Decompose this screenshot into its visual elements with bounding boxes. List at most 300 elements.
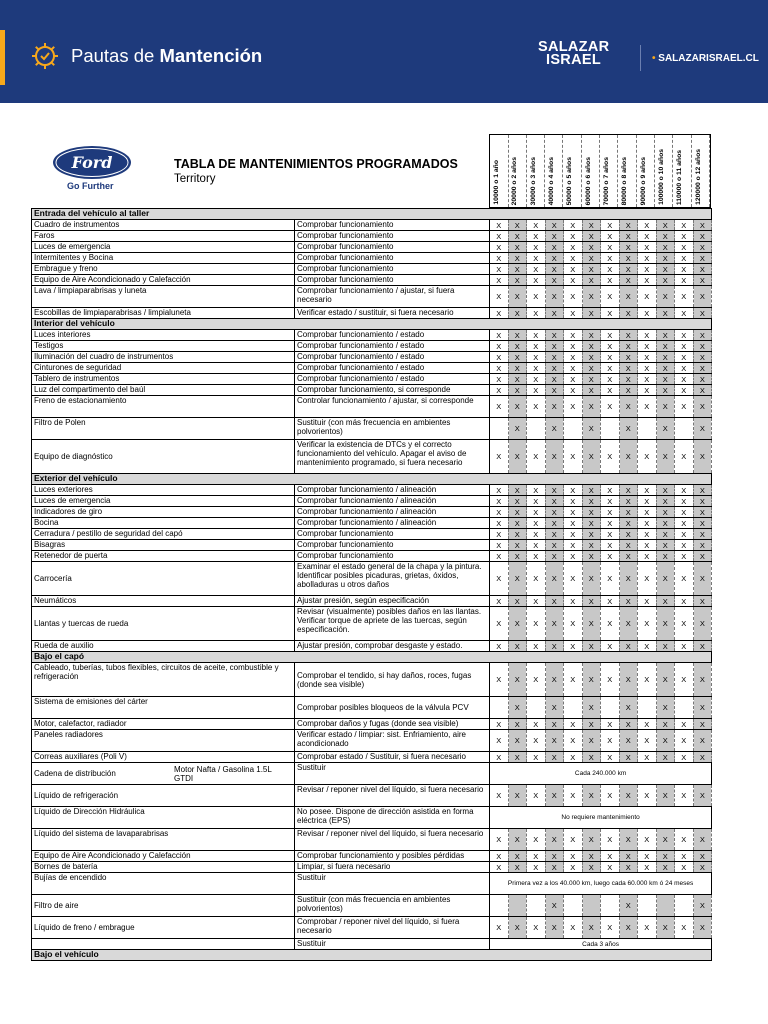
interval-mark: X (564, 719, 583, 730)
interval-mark: X (545, 275, 564, 286)
interval-mark: X (693, 485, 712, 496)
action-cell: Comprobar funcionamiento (295, 540, 490, 551)
interval-mark: X (601, 396, 620, 418)
interval-mark: X (656, 418, 675, 440)
section-header (32, 474, 712, 485)
interval-mark: X (693, 730, 712, 752)
interval-mark: X (564, 496, 583, 507)
interval-mark: X (601, 829, 620, 851)
action-cell: Comprobar funcionamiento / alineación (295, 496, 490, 507)
item-label: Cadena de distribución (34, 769, 116, 778)
interval-mark: X (564, 641, 583, 652)
interval-mark: X (508, 242, 527, 253)
interval-mark: X (508, 551, 527, 562)
interval-mark: X (675, 286, 694, 308)
interval-mark (601, 697, 620, 719)
ford-logo (52, 145, 132, 180)
interval-mark: X (490, 385, 509, 396)
table-row (32, 785, 712, 807)
table-row (32, 851, 712, 862)
interval-mark: X (527, 264, 546, 275)
action-cell: Revisar / reponer nivel del líquido, si fuera necesario (295, 785, 490, 807)
interval-mark: X (508, 851, 527, 862)
interval-mark: X (656, 330, 675, 341)
interval-mark: X (545, 418, 564, 440)
interval-mark: X (490, 308, 509, 319)
action-cell: Controlar funcionamiento / ajustar, si corresponde (295, 396, 490, 418)
item-cell: Lava / limpiaparabrisas y luneta (32, 286, 295, 308)
interval-mark: X (527, 518, 546, 529)
interval-mark: X (508, 385, 527, 396)
item-cell: Cuadro de instrumentos (32, 220, 295, 231)
interval-mark: X (582, 551, 601, 562)
interval-mark: X (508, 352, 527, 363)
interval-mark: X (527, 641, 546, 652)
interval-mark: X (490, 496, 509, 507)
header-divider (640, 45, 641, 71)
action-cell: Comprobar funcionamiento (295, 264, 490, 275)
interval-label-text: 110000 o 11 años (676, 149, 684, 205)
action-cell: Comprobar estado / Sustituir, si fuera necesario (295, 752, 490, 763)
interval-mark: X (656, 663, 675, 697)
action-cell: Verificar estado / limpiar: sist. Enfriamiento, aire acondicionado (295, 730, 490, 752)
interval-mark: X (490, 396, 509, 418)
interval-mark: X (656, 231, 675, 242)
interval-mark: X (693, 220, 712, 231)
interval-mark: X (638, 220, 657, 231)
item-cell: Bornes de batería (32, 862, 295, 873)
interval-label-text: 20000 o 2 años (511, 156, 519, 205)
interval-mark: X (656, 308, 675, 319)
interval-mark: X (638, 485, 657, 496)
section-title: Exterior del vehículo (32, 474, 712, 485)
interval-mark: X (638, 719, 657, 730)
interval-mark: X (527, 785, 546, 807)
table-row (32, 551, 712, 562)
interval-mark: X (508, 374, 527, 385)
interval-mark: X (638, 752, 657, 763)
interval-mark: X (693, 264, 712, 275)
interval-mark: X (545, 551, 564, 562)
item-cell: Indicadores de giro (32, 507, 295, 518)
interval-mark: X (490, 352, 509, 363)
interval-mark: X (545, 752, 564, 763)
interval-mark (527, 697, 546, 719)
item-cell: Luces exteriores (32, 485, 295, 496)
action-cell: Comprobar funcionamiento / alineación (295, 518, 490, 529)
interval-label-text: 70000 o 7 años (602, 156, 610, 205)
item-cell: Líquido de Dirección Hidráulica (32, 807, 295, 829)
interval-mark: X (490, 330, 509, 341)
item-cell: Carrocería (32, 562, 295, 596)
interval-mark: X (527, 719, 546, 730)
interval-mark: X (582, 418, 601, 440)
interval-mark: X (656, 286, 675, 308)
action-cell: Comprobar funcionamiento (295, 220, 490, 231)
interval-mark: X (508, 308, 527, 319)
interval-label (563, 135, 582, 207)
interval-mark: X (619, 253, 638, 264)
interval-mark: X (619, 917, 638, 939)
interval-mark: X (619, 862, 638, 873)
interval-mark: X (527, 507, 546, 518)
interval-mark: X (545, 596, 564, 607)
interval-mark: X (582, 341, 601, 352)
interval-mark: X (490, 242, 509, 253)
interval-mark: X (693, 862, 712, 873)
action-cell: Comprobar daños y fugas (donde sea visible) (295, 719, 490, 730)
interval-mark: X (527, 330, 546, 341)
interval-mark: X (545, 862, 564, 873)
interval-mark: X (656, 275, 675, 286)
item-cell: Rueda de auxilio (32, 641, 295, 652)
interval-mark: X (582, 663, 601, 697)
interval-mark: X (490, 253, 509, 264)
interval-mark: X (564, 529, 583, 540)
interval-mark: X (656, 507, 675, 518)
interval-mark: X (656, 829, 675, 851)
interval-mark: X (675, 641, 694, 652)
table-row (32, 763, 712, 785)
interval-mark: X (582, 496, 601, 507)
interval-mark: X (527, 540, 546, 551)
interval-mark: X (545, 697, 564, 719)
interval-mark: X (545, 851, 564, 862)
item-cell: Líquido de refrigeración (32, 785, 295, 807)
interval-mark: X (675, 220, 694, 231)
interval-mark: X (527, 363, 546, 374)
action-cell: Examinar el estado general de la chapa y la pintura. Identificar posibles picaduras, grietas, óxidos, abolladuras u otros daños (295, 562, 490, 596)
interval-mark: X (582, 697, 601, 719)
table-row (32, 385, 712, 396)
section-title: Bajo el vehículo (32, 950, 712, 961)
interval-mark: X (675, 607, 694, 641)
item-cell: Equipo de diagnóstico (32, 440, 295, 474)
action-cell: Comprobar funcionamiento / ajustar, si fuera necesario (295, 286, 490, 308)
interval-mark: X (564, 374, 583, 385)
interval-mark: X (490, 596, 509, 607)
item-cell: Neumáticos (32, 596, 295, 607)
table-row (32, 596, 712, 607)
interval-mark: X (693, 752, 712, 763)
interval-mark: X (564, 562, 583, 596)
interval-mark: X (490, 663, 509, 697)
interval-mark: X (564, 242, 583, 253)
interval-mark: X (601, 518, 620, 529)
interval-mark: X (656, 697, 675, 719)
interval-mark: X (619, 607, 638, 641)
interval-mark: X (638, 374, 657, 385)
interval-mark: X (693, 507, 712, 518)
interval-mark: X (601, 485, 620, 496)
action-cell: Ajustar presión, según especificación (295, 596, 490, 607)
item-cell: Equipo de Aire Acondicionado y Calefacción (32, 275, 295, 286)
interval-mark (490, 697, 509, 719)
interval-mark: X (675, 496, 694, 507)
table-row (32, 917, 712, 939)
interval-mark: X (638, 264, 657, 275)
interval-mark: X (508, 264, 527, 275)
interval-mark (564, 697, 583, 719)
salazar-israel-logo[interactable]: SALAZAR ISRAEL (538, 39, 610, 68)
interval-mark: X (619, 352, 638, 363)
interval-mark: X (601, 363, 620, 374)
interval-mark: X (508, 529, 527, 540)
interval-mark: X (619, 540, 638, 551)
action-cell: Comprobar funcionamiento, si corresponde (295, 385, 490, 396)
interval-mark: X (693, 785, 712, 807)
interval-label-text: 50000 o 5 años (566, 156, 574, 205)
interval-mark: X (582, 242, 601, 253)
item-cell: Cableado, tuberías, tubos flexibles, circuitos de aceite, combustible y refrigeración (32, 663, 295, 697)
table-row (32, 540, 712, 551)
interval-label (618, 135, 637, 207)
section-title: Bajo el capó (32, 652, 712, 663)
interval-mark: X (508, 785, 527, 807)
interval-mark: X (638, 518, 657, 529)
interval-mark: X (545, 341, 564, 352)
interval-mark: X (582, 507, 601, 518)
interval-note: Primera vez a los 40.000 km, luego cada 60.000 km ó 24 meses (490, 873, 712, 895)
interval-mark: X (564, 485, 583, 496)
interval-mark: X (693, 275, 712, 286)
interval-mark: X (656, 440, 675, 474)
interval-mark: X (619, 719, 638, 730)
interval-mark: X (490, 851, 509, 862)
interval-mark: X (527, 374, 546, 385)
interval-mark: X (601, 253, 620, 264)
interval-mark: X (582, 540, 601, 551)
interval-label-text: 60000 o 6 años (584, 156, 592, 205)
interval-mark: X (693, 596, 712, 607)
interval-mark: X (638, 352, 657, 363)
interval-mark: X (490, 363, 509, 374)
interval-mark: X (601, 551, 620, 562)
interval-mark: X (508, 917, 527, 939)
interval-mark: X (675, 363, 694, 374)
table-row (32, 220, 712, 231)
interval-mark: X (675, 485, 694, 496)
interval-mark: X (619, 220, 638, 231)
item-cell: Líquido del sistema de lavaparabrisas (32, 829, 295, 851)
interval-mark: X (582, 785, 601, 807)
interval-mark: X (564, 264, 583, 275)
interval-mark: X (564, 231, 583, 242)
interval-mark: X (693, 496, 712, 507)
interval-mark: X (545, 440, 564, 474)
interval-mark: X (601, 607, 620, 641)
interval-mark: X (527, 730, 546, 752)
interval-mark: X (564, 917, 583, 939)
interval-mark: X (582, 851, 601, 862)
interval-mark: X (582, 374, 601, 385)
interval-mark: X (693, 440, 712, 474)
interval-mark: X (564, 752, 583, 763)
interval-mark: X (582, 862, 601, 873)
interval-mark: X (564, 341, 583, 352)
item-cell: Filtro de aire (32, 895, 295, 917)
interval-mark: X (619, 697, 638, 719)
interval-mark: X (490, 507, 509, 518)
interval-mark: X (656, 352, 675, 363)
maintenance-table (31, 208, 712, 961)
table-row (32, 807, 712, 829)
interval-mark: X (527, 596, 546, 607)
interval-mark: X (693, 330, 712, 341)
interval-mark: X (656, 719, 675, 730)
interval-mark: X (675, 264, 694, 275)
interval-mark: X (527, 862, 546, 873)
interval-mark: X (601, 719, 620, 730)
interval-mark: X (490, 785, 509, 807)
interval-mark: X (582, 607, 601, 641)
interval-mark: X (675, 330, 694, 341)
interval-mark: X (564, 540, 583, 551)
interval-mark: X (508, 730, 527, 752)
interval-mark: X (693, 352, 712, 363)
interval-mark: X (490, 562, 509, 596)
interval-mark: X (490, 264, 509, 275)
interval-mark: X (545, 242, 564, 253)
interval-mark: X (638, 529, 657, 540)
interval-mark: X (656, 785, 675, 807)
interval-mark (582, 895, 601, 917)
item-sublabel: Motor Nafta / Gasolina 1.5L GTDI (174, 764, 272, 783)
interval-mark: X (675, 242, 694, 253)
interval-mark: X (619, 363, 638, 374)
interval-mark: X (619, 851, 638, 862)
item-cell: Faros (32, 231, 295, 242)
interval-note: Cada 240.000 km (490, 763, 712, 785)
interval-mark: X (619, 418, 638, 440)
interval-mark (638, 895, 657, 917)
interval-mark: X (619, 385, 638, 396)
interval-mark (601, 418, 620, 440)
action-cell: Comprobar funcionamiento / estado (295, 330, 490, 341)
table-row (32, 440, 712, 474)
interval-mark: X (619, 308, 638, 319)
interval-mark: X (638, 286, 657, 308)
interval-mark: X (601, 242, 620, 253)
interval-mark: X (619, 396, 638, 418)
interval-mark: X (508, 341, 527, 352)
interval-mark: X (693, 562, 712, 596)
interval-mark: X (656, 253, 675, 264)
interval-mark: X (582, 641, 601, 652)
interval-mark: X (508, 641, 527, 652)
interval-mark: X (638, 607, 657, 641)
interval-mark: X (675, 829, 694, 851)
interval-mark: X (601, 851, 620, 862)
interval-mark: X (619, 529, 638, 540)
interval-mark: X (508, 231, 527, 242)
interval-mark: X (619, 231, 638, 242)
interval-mark: X (638, 829, 657, 851)
interval-mark: X (638, 562, 657, 596)
interval-mark: X (675, 352, 694, 363)
interval-mark: X (675, 663, 694, 697)
table-row (32, 529, 712, 540)
interval-mark: X (527, 286, 546, 308)
interval-mark: X (675, 862, 694, 873)
interval-mark: X (601, 231, 620, 242)
interval-mark: X (490, 829, 509, 851)
interval-mark: X (582, 730, 601, 752)
interval-mark: X (693, 607, 712, 641)
interval-mark: X (656, 596, 675, 607)
site-url-link[interactable]: • SALAZARISRAEL.CL (652, 53, 759, 64)
item-cell: Freno de estacionamiento (32, 396, 295, 418)
item-cell: Testigos (32, 341, 295, 352)
interval-mark: X (675, 231, 694, 242)
interval-mark (638, 418, 657, 440)
interval-mark: X (601, 286, 620, 308)
interval-mark: X (508, 253, 527, 264)
action-cell: Ajustar presión, comprobar desgaste y estado. (295, 641, 490, 652)
interval-mark: X (693, 308, 712, 319)
interval-mark: X (675, 253, 694, 264)
item-cell: Iluminación del cuadro de instrumentos (32, 352, 295, 363)
interval-mark: X (490, 440, 509, 474)
item-cell: Paneles radiadores (32, 730, 295, 752)
interval-mark: X (582, 396, 601, 418)
action-cell: Comprobar funcionamiento y posibles pérdidas (295, 851, 490, 862)
table-row (32, 231, 712, 242)
interval-label-text: 90000 o 9 años (639, 156, 647, 205)
interval-mark: X (545, 231, 564, 242)
action-cell: Comprobar posibles bloqueos de la válvula PCV (295, 697, 490, 719)
interval-mark: X (490, 220, 509, 231)
interval-mark: X (656, 562, 675, 596)
document-title: TABLA DE MANTENIMIENTOS PROGRAMADOS (174, 157, 458, 171)
interval-label (692, 135, 711, 207)
interval-mark: X (564, 330, 583, 341)
interval-mark: X (601, 308, 620, 319)
interval-mark: X (527, 485, 546, 496)
interval-mark: X (656, 374, 675, 385)
interval-mark: X (619, 895, 638, 917)
interval-mark: X (601, 341, 620, 352)
interval-mark: X (619, 341, 638, 352)
interval-mark: X (490, 752, 509, 763)
action-cell: Limpiar, si fuera necesario (295, 862, 490, 873)
table-row (32, 496, 712, 507)
interval-mark: X (693, 663, 712, 697)
action-cell: Comprobar funcionamiento / estado (295, 352, 490, 363)
interval-mark: X (545, 352, 564, 363)
interval-mark (564, 418, 583, 440)
interval-mark: X (545, 917, 564, 939)
interval-mark: X (508, 496, 527, 507)
item-cell: Luces de emergencia (32, 242, 295, 253)
table-row (32, 873, 712, 895)
interval-mark: X (582, 562, 601, 596)
interval-mark: X (582, 752, 601, 763)
table-row (32, 308, 712, 319)
interval-mark: X (527, 607, 546, 641)
interval-mark: X (693, 641, 712, 652)
interval-mark: X (545, 540, 564, 551)
interval-mark: X (638, 231, 657, 242)
interval-mark: X (675, 507, 694, 518)
interval-mark: X (693, 363, 712, 374)
interval-mark: X (582, 596, 601, 607)
interval-mark: X (527, 529, 546, 540)
interval-mark: X (656, 529, 675, 540)
interval-mark: X (527, 341, 546, 352)
interval-mark: X (638, 862, 657, 873)
item-cell: Motor, calefactor, radiador (32, 719, 295, 730)
